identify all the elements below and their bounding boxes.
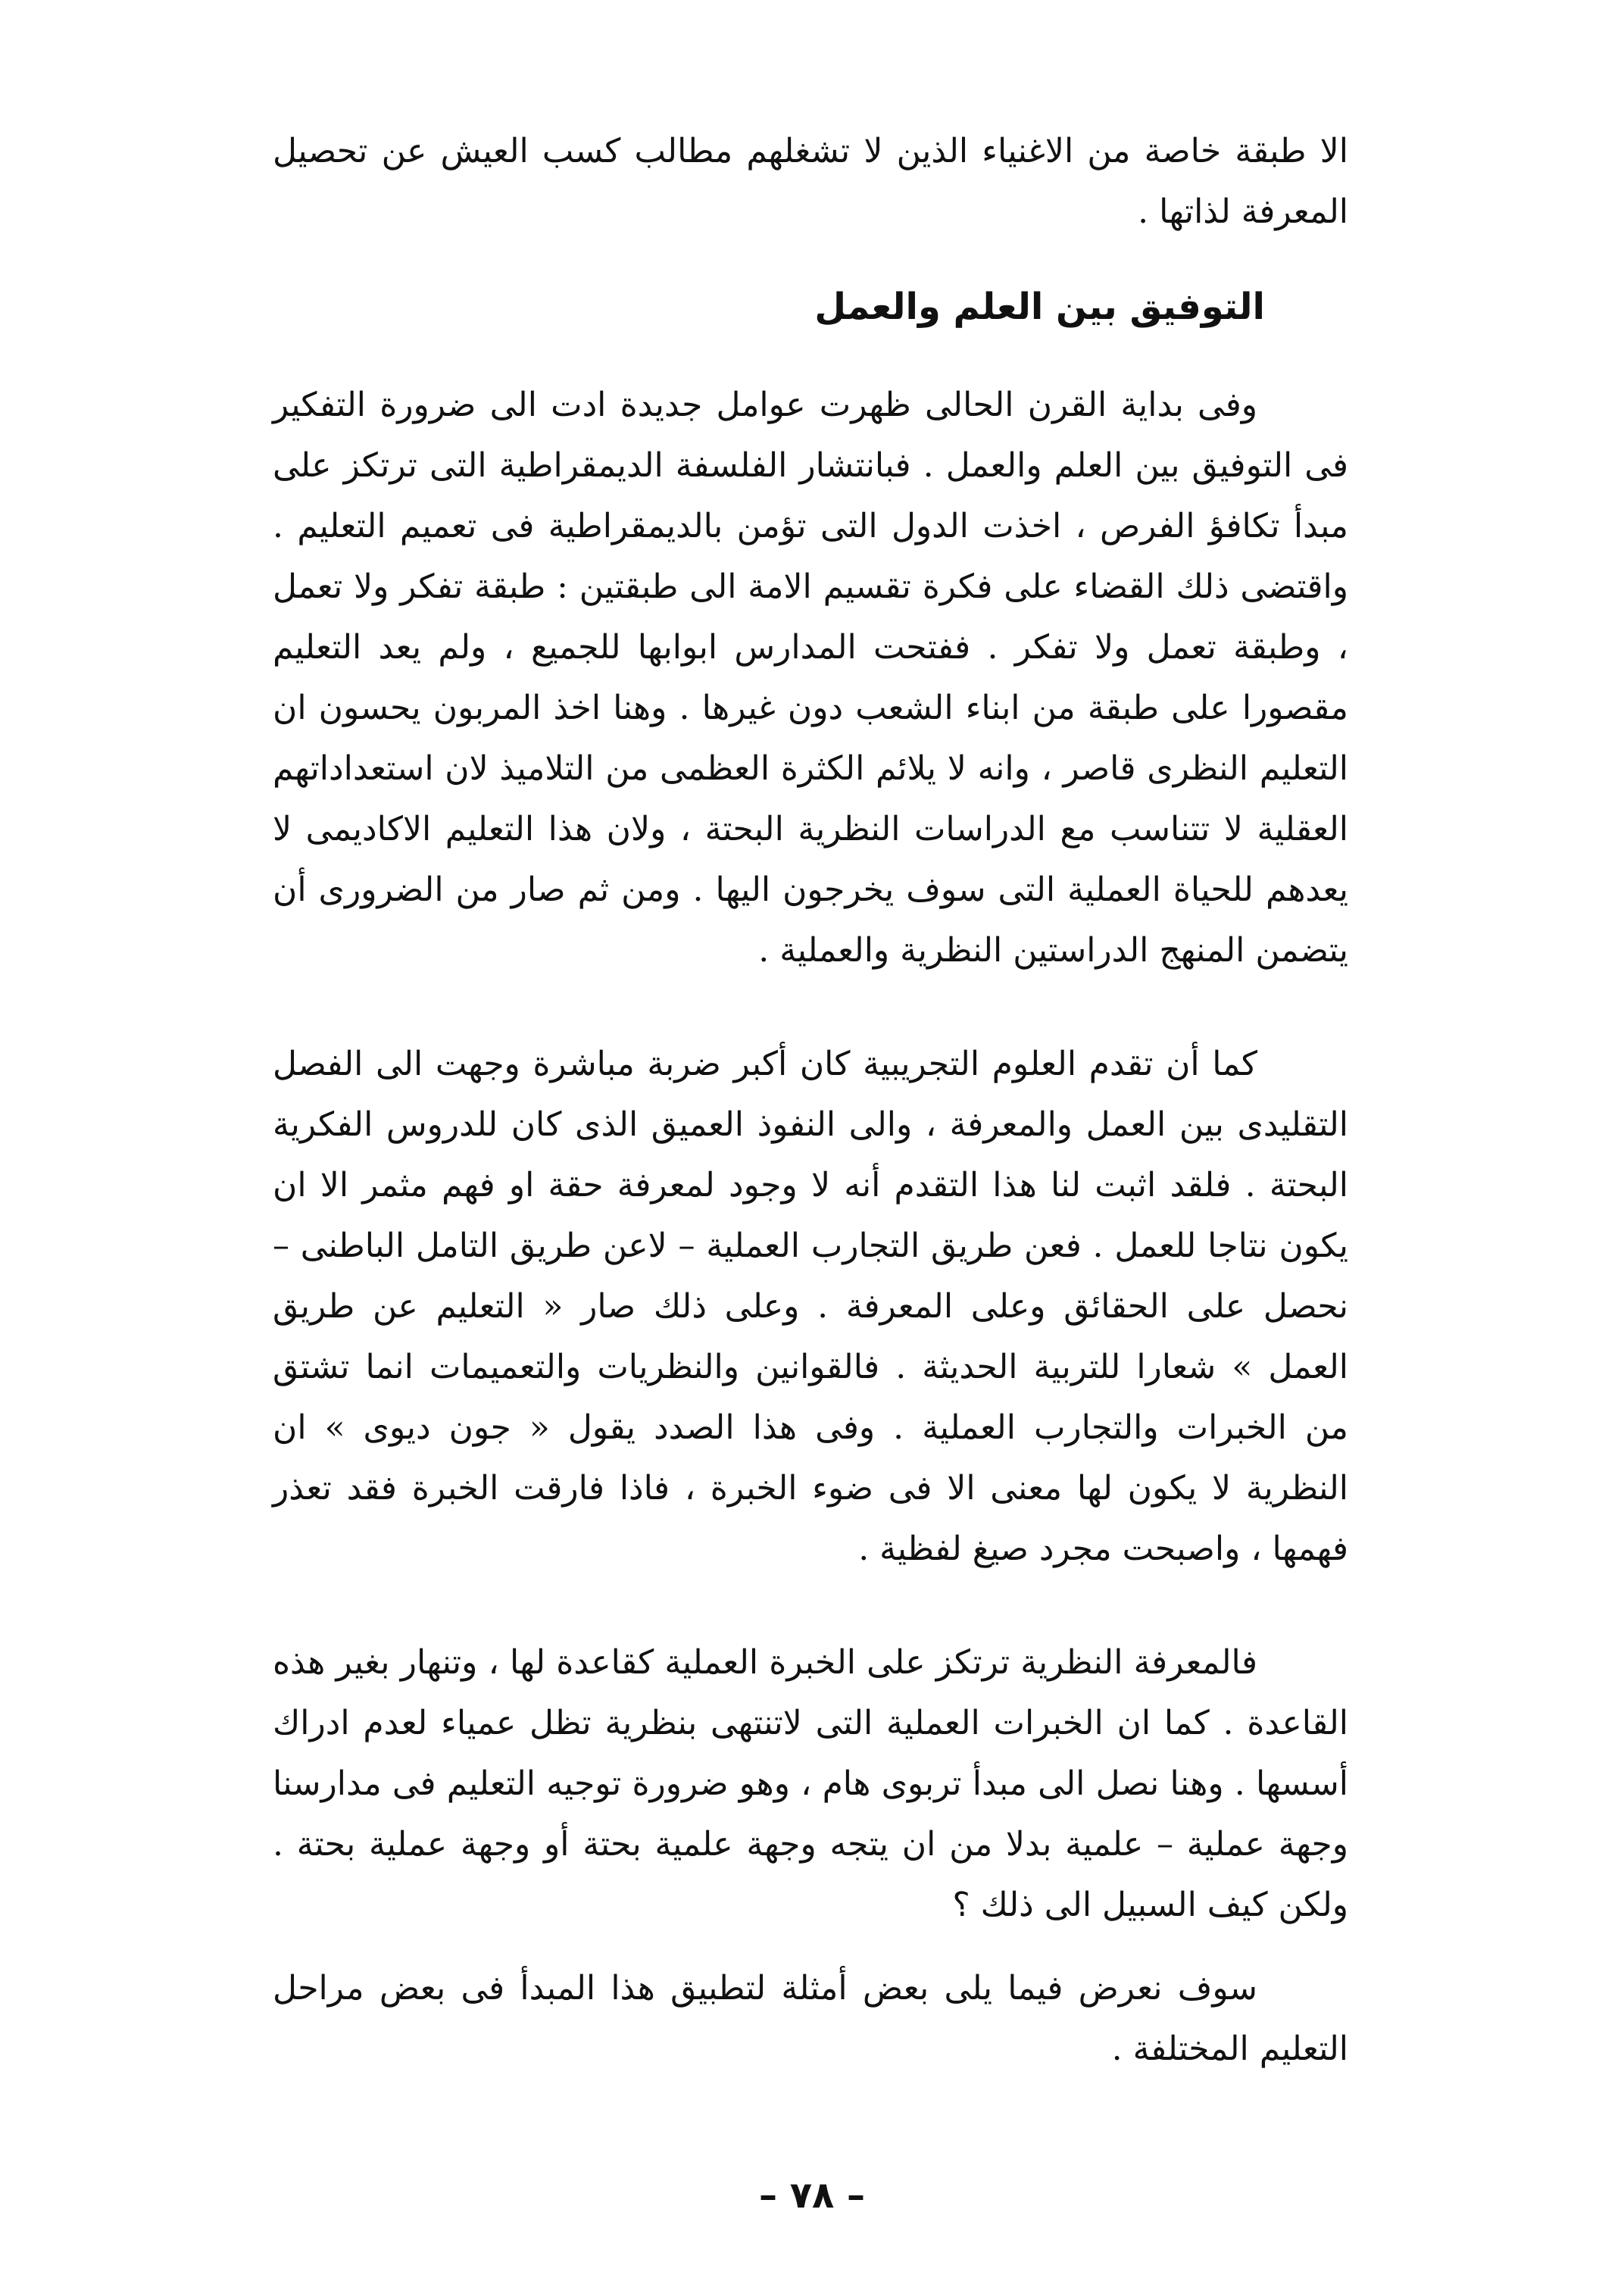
paragraph-gap [273,1936,1348,1958]
paragraph-gap [273,1580,1348,1633]
body-paragraph-2: كما أن تقدم العلوم التجريبية كان أكبر ضربة مباشرة وجهت الى الفصل التقليدى بين العمل والمعرفة ، والى النفوذ العميق الذى كان للدروس الفكرية البحتة . فلقد اثبت لنا هذا التقدم أنه لا وجود لمعرفة حقة او فهم مثمر الا ان يكون نتاجا للعمل . فعن طريق التجارب العملية – لاعن طريق التامل الباطنى – نحصل على الحقائق وعلى المعرفة . وعلى ذلك صار « التعليم عن طريق العمل » شعارا للتربية الحديثة . فالقوانين والنظريات والتعميمات انما تشتق من الخبرات والتجارب العملية . وفى هذا الصدد يقول « جون ديوى » ان النظرية لا يكون لها معنى الا فى ضوء الخبرة ، فاذا فارقت الخبرة فقد تعذر فهمها ، واصبحت مجرد صيغ لفظية . [273,1045,1348,1568]
document-page [273,121,1348,2212]
page-number: – ٧٨ – [758,2174,866,2217]
body-paragraph-3: فالمعرفة النظرية ترتكز على الخبرة العملية كقاعدة لها ، وتنهار بغير هذه القاعدة . كما ان الخبرات العملية التى لاتنتهى بنظرية تظل عمياء لعدم ادراك أسسها . وهنا نصل الى مبدأ تربوى هام ، وهو ضرورة توجيه التعليم فى مدارسنا وجهة عملية – علمية بدلا من ان يتجه وجهة علمية بحتة أو وجهة عملية بحتة . ولكن كيف السبيل الى ذلك ؟ [273,1643,1348,1924]
body-paragraph-4: سوف نعرض فيما يلى بعض أمثلة لتطبيق هذا المبدأ فى بعض مراحل التعليم المختلفة . [273,1969,1348,2068]
section-heading: التوفيق بين العلم والعمل [814,286,1265,328]
intro-paragraph: الا طبقة خاصة من الاغنياء الذين لا تشغلهم مطالب كسب العيش عن تحصيل المعرفة لذاتها . [273,132,1348,231]
paragraph-gap [273,981,1348,1034]
body-paragraph-1: وفى بداية القرن الحالى ظهرت عوامل جديدة ادت الى ضرورة التفكير فى التوفيق بين العلم والعمل . فبانتشار الفلسفة الديمقراطية التى ترتكز على مبدأ تكافؤ الفرص ، اخذت الدول التى تؤمن بالديمقراطية فى تعميم التعليم . واقتضى ذلك القضاء على فكرة تقسيم الامة الى طبقتين : طبقة تفكر ولا تعمل ، وطبقة تعمل ولا تفكر . ففتحت المدارس ابوابها للجميع ، ولم يعد التعليم مقصورا على طبقة من ابناء الشعب دون غيرها . وهنا اخذ المربون يحسون ان التعليم النظرى قاصر ، وانه لا يلائم الكثرة العظمى من التلاميذ لان استعداداتهم العقلية لا تتناسب مع الدراسات النظرية البحتة ، ولان هذا التعليم الاكاديمى لا يعدهم للحياة العملية التى سوف يخرجون اليها . ومن ثم صار من الضرورى أن يتضمن المنهج الدراستين النظرية والعملية . [273,386,1348,970]
